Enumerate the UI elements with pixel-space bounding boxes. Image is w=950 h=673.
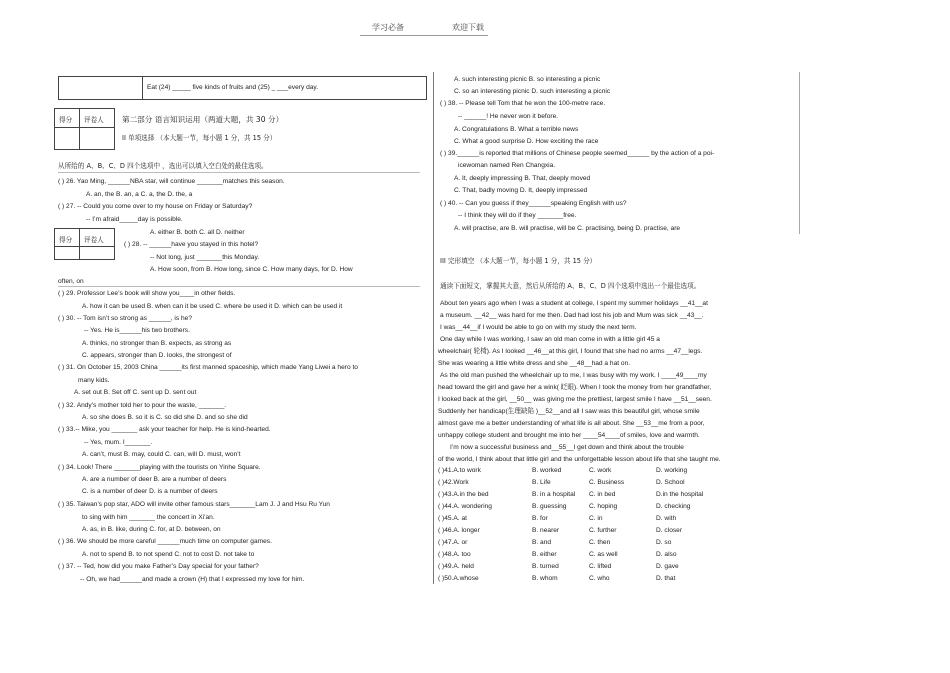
question-line: ( ) 33.-- Mike, you _______ ask your teacher for help. He is kind-hearted. [58, 426, 271, 433]
cloze-option: B. whom [532, 575, 558, 582]
grader-label-2: 评卷人 [84, 236, 104, 244]
passage-line: Suddenly her handicap(生理缺陷 )__52__and all I saw was this beautiful girl, whose smile [438, 408, 700, 415]
cloze-option: B. Life [532, 479, 551, 486]
cloze-option: C. work [589, 467, 612, 474]
cloze-question-option-a: ( )44.A. wondering [438, 503, 492, 510]
question-line: ( ) 29. Professor Lee’s book will show you____in other fields. [58, 290, 236, 297]
part2-instructions: 从所给的 A、B、C、D 四个选项中 ，选出可以填入空白处的最佳选项。 [58, 162, 268, 170]
passage-line: almost gave me a better understanding of what life is all about. She __53__me from a poor, [438, 420, 705, 427]
cloze-option: B. turned [532, 563, 559, 570]
top-box-divider [142, 77, 143, 99]
part2-section-heading: II 单项选择 （本大题一节，每小题 1 分，共 15 分） [122, 134, 277, 142]
cloze-option: D. so [656, 539, 672, 546]
option-line: A. not to spend B. to not spend C. not to cost D. not take to [82, 551, 255, 558]
cloze-option: D.in the hospital [656, 491, 704, 498]
question-line: ( ) 26. Yao Ming, ______NBA star, will continue _______matches this season. [58, 178, 285, 185]
question-line: ( ) 37. -- Ted, how did you make Father’s Day special for your father? [58, 563, 259, 570]
cloze-question-option-a: ( )45.A. at [438, 515, 467, 522]
option-line: A. how it can be used B. when can it be used C. where be used it D. which can be used it [82, 303, 343, 310]
header-left: 学习必备 [372, 23, 404, 32]
cloze-question-option-a: ( )46.A. longer [438, 527, 480, 534]
cloze-option: B. nearer [532, 527, 560, 534]
option-line: A. can’t, must B. may, could C. can, will D. must, won’t [82, 451, 241, 458]
answer-line: -- Oh, we had______and made a crown (H) that I expressed my love for him. [80, 576, 305, 583]
passage-line: of the world, I think about that little girl and the unforgettable lesson about life that she taught me. [438, 456, 721, 463]
cloze-question-option-a: ( )49.A. held [438, 563, 474, 570]
cloze-option: D. School [656, 479, 685, 486]
question-line: ( ) 30. -- Tom isn’t so strong as ______, is he? [58, 315, 193, 322]
passage-line: I’m now a successful business and__55__I get down and think about the trouble [450, 444, 684, 451]
score-label-2: 得分 [59, 236, 73, 244]
cloze-option: C. as well [589, 551, 618, 558]
header-right: 欢迎下载 [452, 23, 484, 32]
question-line: ( ) 34. Look! There _______playing with the tourists on Yinhe Square. [58, 464, 261, 471]
option-line: A. Congratulations B. What a terrible news [454, 126, 579, 133]
question-line: ( ) 35. Taiwan’s pop star, ADO will invite other famous stars_______Lam J. J and Hsu Ru Yun [58, 501, 330, 508]
passage-line: About ten years ago when I was a student at college, I spent my summer holidays __41__at [440, 300, 708, 307]
score-box-2 [54, 228, 115, 260]
cloze-option: B. either [532, 551, 557, 558]
passage-line: One day while I was working, I saw an old man come in with a little girl 45 a [440, 336, 660, 343]
cloze-option: C. lifted [589, 563, 612, 570]
option-line: A. are a number of deer B. are a number of deers [82, 476, 227, 483]
passage-line: wheelchair( 轮椅). As I looked __46__at this girl, I found that she had no arms __47__legs. [438, 348, 703, 355]
left-rule-2 [58, 286, 420, 287]
option-line: A. an, the B. an, a C. a, the D. the, a [86, 191, 193, 198]
cloze-option: C. in [589, 515, 603, 522]
part3-instructions: 通读下面短文，掌握其大意，然后从所给的 A、B、C、D 四个选项中选出一个最佳选项。 [440, 282, 701, 290]
option-line: C. so an interesting picnic D. such interesting a picnic [454, 88, 611, 95]
part2-title: 第二部分 语言知识运用（两道大题，共 30 分） [122, 115, 284, 124]
answer-line: -- Yes. He is______his two brothers. [84, 327, 190, 334]
cloze-option: D. with [656, 515, 677, 522]
option-line: C. appears, stronger than D. looks, the strongest of [82, 352, 232, 359]
question-line-continued: icewoman named Ren Changxia. [458, 162, 556, 169]
option-line: A. It, deeply impressing B. That, deeply moved [454, 175, 591, 182]
option-line-continued: often, on [58, 278, 84, 285]
option-line: C. is a number of deer D. is a number of deers [82, 488, 218, 495]
cloze-option: B. worked [532, 467, 562, 474]
cloze-question-option-a: ( )50.A.whose [438, 575, 479, 582]
answer-line: -- ______! He never won it before. [458, 113, 559, 120]
option-line: A. either B. both C. all D. neither [150, 229, 245, 236]
question-line: ( ) 40. -- Can you guess if they______speaking English with us? [440, 200, 627, 207]
option-line: A. such interesting picnic B. so interesting a picnic [454, 76, 601, 83]
score-box-divider [79, 109, 80, 149]
cloze-option: D. checking [656, 503, 691, 510]
cloze-option: C. then [589, 539, 611, 546]
cloze-option: D. gave [656, 563, 679, 570]
top-box-text: Eat (24) _____ five kinds of fruits and (25) _ ___every day. [147, 84, 319, 91]
question-line: ( ) 31. On October 15, 2003 China ______its first manned spaceship, which made Yang Liwei a hero to [58, 364, 358, 371]
score-box [54, 108, 115, 150]
cloze-option: D. that [656, 575, 676, 582]
option-line: A. set out B. Set off C. sent up D. sent out [74, 389, 197, 396]
question-line: ( ) 28. -- ______have you stayed in this hotel? [124, 241, 259, 248]
passage-line: unhappy college student and brought me into her ____54____of smiles, love and warmth. [438, 432, 700, 439]
cloze-question-option-a: ( )47.A. or [438, 539, 468, 546]
passage-line: I was__44__if I would be able to go on with my study the next term. [440, 324, 637, 331]
question-line: ( ) 32. Andy’s mother told her to pour the waste, _______. [58, 402, 227, 409]
answer-line: -- I’m afraid_____day is possible. [86, 216, 183, 223]
cloze-option: C. who [589, 575, 610, 582]
left-rule-1 [58, 172, 420, 173]
cloze-option: B. for [532, 515, 548, 522]
header-underline [360, 35, 488, 36]
passage-line: head toward the girl and gave her a wink( 眨眼). When I took the money from her grandfather, [438, 384, 712, 391]
column-divider [433, 72, 434, 584]
part3-section-heading: III 完形填空 （本大题一节，每小题 1 分，共 15 分） [440, 257, 597, 265]
passage-line: As the old man pushed the wheelchair up to me, I was busy with my work. I ____49____my [440, 372, 707, 379]
question-line: ( ) 39.______is reported that millions of Chinese people seemed______ by the action of a poi- [440, 150, 715, 157]
cloze-option: D. working [656, 467, 688, 474]
cloze-option: C. hoping [589, 503, 618, 510]
score-box-2-rule [55, 246, 114, 247]
score-box-rule [55, 127, 114, 128]
score-label: 得分 [59, 116, 73, 124]
option-line: C. That, badly moving D. It, deeply impressed [454, 187, 588, 194]
cloze-question-option-a: ( )43.A.in the bed [438, 491, 489, 498]
answer-line: -- Yes, mum. I_______. [84, 439, 153, 446]
option-line: A. as, in B. like, during C. for, at D. between, on [82, 526, 221, 533]
cloze-question-option-a: ( )41.A.to work [438, 467, 481, 474]
cloze-question-option-a: ( )48.A. too [438, 551, 471, 558]
option-line: C. What a good surprise D. How exciting the race [454, 138, 599, 145]
option-line: A. so she does B. so it is C. so did she D. and so she did [82, 414, 248, 421]
answer-line: -- Not long, just _______this Monday. [150, 254, 260, 261]
answer-line: -- I think they will do if they _______free. [458, 212, 577, 219]
cloze-question-option-a: ( )42.Work [438, 479, 469, 486]
question-line-continued: to sing with him _______ the concert in Xi’an. [82, 514, 215, 521]
grader-label: 评卷人 [84, 116, 104, 124]
question-line: ( ) 27. -- Could you come over to my house on Friday or Saturday? [58, 203, 253, 210]
score-box-2-divider [79, 229, 80, 259]
option-line: A. will practise, are B. will practise, will be C. practising, being D. practise, are [454, 225, 681, 232]
option-line: A. thinks, no stronger than B. expects, as strong as [82, 340, 232, 347]
option-line: A. How soon, from B. How long, since C. How many days, for D. How [150, 266, 353, 273]
passage-line: a museum. __42__ was hard for me then. Dad had lost his job and Mum was sick __43__. [440, 312, 704, 319]
cloze-option: B. in a hospital [532, 491, 576, 498]
question-line: ( ) 36. We should be more careful ______much time on computer games. [58, 538, 272, 545]
cloze-option: B. and [532, 539, 552, 546]
cloze-option: B. guessing [532, 503, 567, 510]
cloze-option: C. further [589, 527, 617, 534]
passage-line: She was wearing a little white dress and she __48__had a hat on. [438, 360, 631, 367]
question-line-continued: many kids. [78, 377, 110, 384]
right-column-edge [799, 72, 800, 234]
question-line: ( ) 38. -- Please tell Tom that he won the 100-metre race. [440, 100, 606, 107]
cloze-option: C. Business [589, 479, 625, 486]
cloze-option: D. also [656, 551, 677, 558]
top-box [58, 76, 427, 100]
cloze-option: C. in bed [589, 491, 616, 498]
passage-line: I looked back at the girl, __50__ was giving me the prettiest, largest smile I have __51__seen. [438, 396, 712, 403]
cloze-option: D. closer [656, 527, 683, 534]
